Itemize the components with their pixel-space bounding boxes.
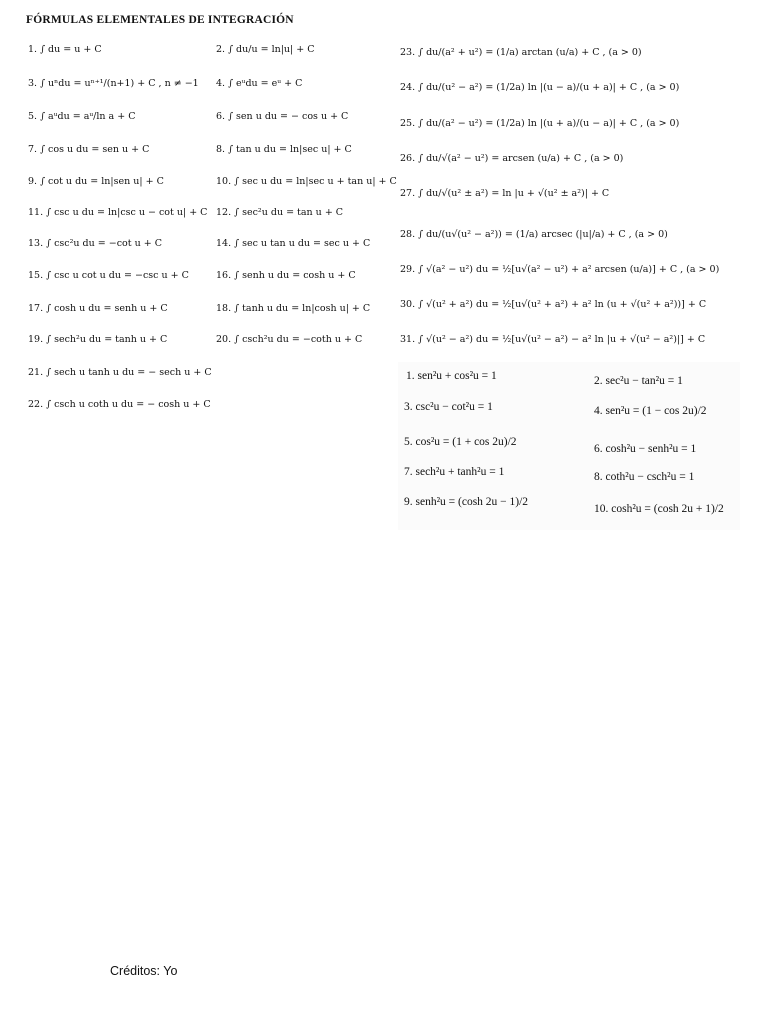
identity-6: 6. cosh²u − senh²u = 1 [594,443,697,455]
formula-14: 14. ∫ sec u tan u du = sec u + C [216,238,371,249]
formula-15: 15. ∫ csc u cot u du = −csc u + C [28,270,189,281]
formula-21: 21. ∫ sech u tanh u du = − sech u + C [28,367,212,378]
formula-3: 3. ∫ uⁿdu = uⁿ⁺¹/(n+1) + C , n ≠ −1 [28,78,199,89]
formula-5: 5. ∫ aᵘdu = aᵘ/ln a + C [28,111,136,122]
formula-24: 24. ∫ du/(u² − a²) = (1/2a) ln |(u − a)/(u + a)| + C , (a > 0) [400,82,680,93]
identity-4: 4. sen²u = (1 − cos 2u)/2 [594,405,707,417]
identity-5: 5. cos²u = (1 + cos 2u)/2 [404,436,517,448]
formula-4: 4. ∫ eᵘdu = eᵘ + C [216,78,303,89]
formula-6: 6. ∫ sen u du = − cos u + C [216,111,349,122]
formula-2: 2. ∫ du/u = ln|u| + C [216,44,315,55]
identity-7: 7. sech²u + tanh²u = 1 [404,466,505,478]
formula-20: 20. ∫ csch²u du = −coth u + C [216,334,363,345]
formula-12: 12. ∫ sec²u du = tan u + C [216,207,344,218]
identity-8: 8. coth²u − csch²u = 1 [594,471,695,483]
formula-10: 10. ∫ sec u du = ln|sec u + tan u| + C [216,176,397,187]
formula-1: 1. ∫ du = u + C [28,44,102,55]
identity-3: 3. csc²u − cot²u = 1 [404,401,493,413]
formula-28: 28. ∫ du/(u√(u² − a²)) = (1/a) arcsec (|u|/a) + C , (a > 0) [400,229,668,240]
formula-22: 22. ∫ csch u coth u du = − cosh u + C [28,399,211,410]
identity-9: 9. senh²u = (cosh 2u − 1)/2 [404,496,529,508]
formula-26: 26. ∫ du/√(a² − u²) = arcsen (u/a) + C , (a > 0) [400,153,624,164]
document-title: FÓRMULAS ELEMENTALES DE INTEGRACIÓN [26,14,294,26]
credits-text: Créditos: Yo [110,964,178,978]
formula-27: 27. ∫ du/√(u² ± a²) = ln |u + √(u² ± a²)| + C [400,188,610,199]
formula-31: 31. ∫ √(u² − a²) du = ½[u√(u² − a²) − a² ln |u + √(u² − a²)|] + C [400,334,706,345]
formula-13: 13. ∫ csc²u du = −cot u + C [28,238,162,249]
formula-9: 9. ∫ cot u du = ln|sen u| + C [28,176,164,187]
formula-16: 16. ∫ senh u du = cosh u + C [216,270,356,281]
formula-18: 18. ∫ tanh u du = ln|cosh u| + C [216,303,371,314]
formula-30: 30. ∫ √(u² + a²) du = ½[u√(u² + a²) + a² ln (u + √(u² + a²))] + C [400,299,707,310]
formula-23: 23. ∫ du/(a² + u²) = (1/a) arctan (u/a) + C , (a > 0) [400,47,642,58]
formula-25: 25. ∫ du/(a² − u²) = (1/2a) ln |(u + a)/(u − a)| + C , (a > 0) [400,118,680,129]
formula-7: 7. ∫ cos u du = sen u + C [28,144,150,155]
identity-10: 10. cosh²u = (cosh 2u + 1)/2 [594,503,724,515]
identity-2: 2. sec²u − tan²u = 1 [594,375,683,387]
formula-8: 8. ∫ tan u du = ln|sec u| + C [216,144,352,155]
identity-1: 1. sen²u + cos²u = 1 [406,370,497,382]
formula-19: 19. ∫ sech²u du = tanh u + C [28,334,168,345]
formula-29: 29. ∫ √(a² − u²) du = ½[u√(a² − u²) + a² arcsen (u/a)] + C , (a > 0) [400,264,720,275]
formula-17: 17. ∫ cosh u du = senh u + C [28,303,168,314]
formula-11: 11. ∫ csc u du = ln|csc u − cot u| + C [28,207,208,218]
